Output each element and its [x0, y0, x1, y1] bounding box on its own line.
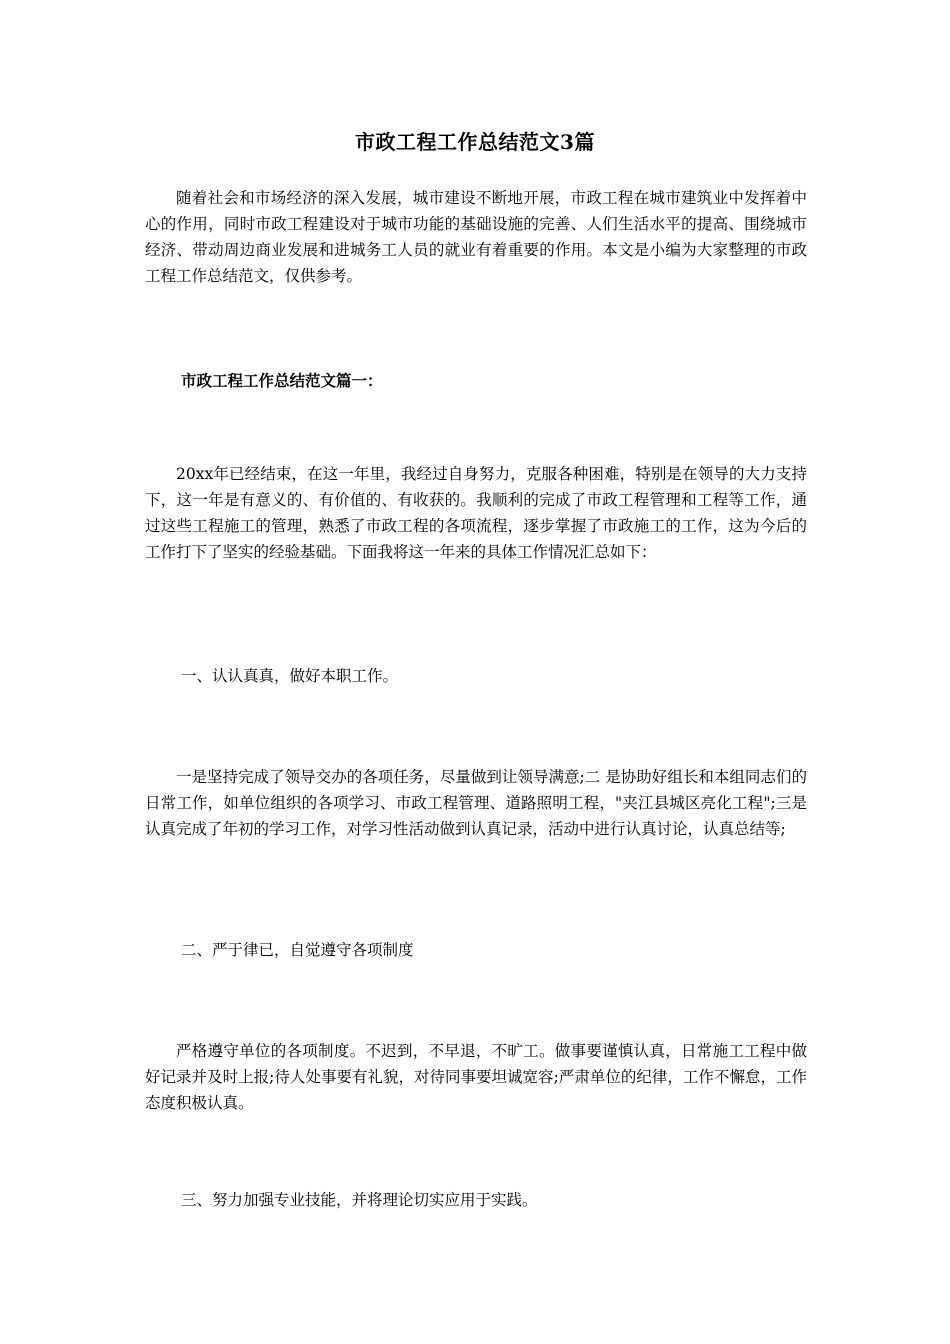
point-heading-3: 三、努力加强专业技能，并将理论切实应用于实践。 — [181, 1191, 538, 1209]
point-heading-1: 一、认认真真，做好本职工作。 — [181, 667, 399, 685]
section1-paragraph: 20xx年已经结束，在这一年里，我经过自身努力，克服各种困难，特别是在领导的大力支持下，这一年是有意义的、有价值的、有收获的。我顺利的完成了市政工程管理和工程等工作，通过这些工程施工的管理，熟悉了市政工程的各项流程，逐步掌握了市政施工的工作，这为今后的工作打下了坚实的经验基础。下面我将这一年来的具体工作情况汇总如下： — [145, 465, 807, 561]
document-title: 市政工程工作总结范文3篇 — [355, 130, 595, 154]
point1-paragraph: 一是坚持完成了领导交办的各项任务，尽量做到让领导满意;二 是协助好组长和本组同志们的日常工作，如单位组织的各项学习、市政工程管理、道路照明工程，"夹江县城区亮化工程";三是认真完成了年初的学习工作，对学习性活动做到认真记录，活动中进行认真讨论，认真总结等; — [145, 768, 807, 838]
point-heading-2: 二、严于律已，自觉遵守各项制度 — [181, 941, 414, 959]
section-heading-1: 市政工程工作总结范文篇一： — [181, 371, 383, 390]
point2-paragraph: 严格遵守单位的各项制度。不迟到，不早退，不旷工。做事要谨慎认真，日常施工工程中做好记录并及时上报;待人处事要有礼貌，对待同事要坦诚宽容;严肃单位的纪律，工作不懈怠，工作态度积极认真。 — [145, 1042, 807, 1112]
intro-paragraph: 随着社会和市场经济的深入发展，城市建设不断地开展，市政工程在城市建筑业中发挥着中心的作用，同时市政工程建设对于城市功能的基础设施的完善、人们生活水平的提高、围绕城市经济、带动周边商业发展和进城务工人员的就业有着重要的作用。本文是小编为大家整理的市政工程工作总结范文，仅供参考。 — [145, 189, 807, 285]
